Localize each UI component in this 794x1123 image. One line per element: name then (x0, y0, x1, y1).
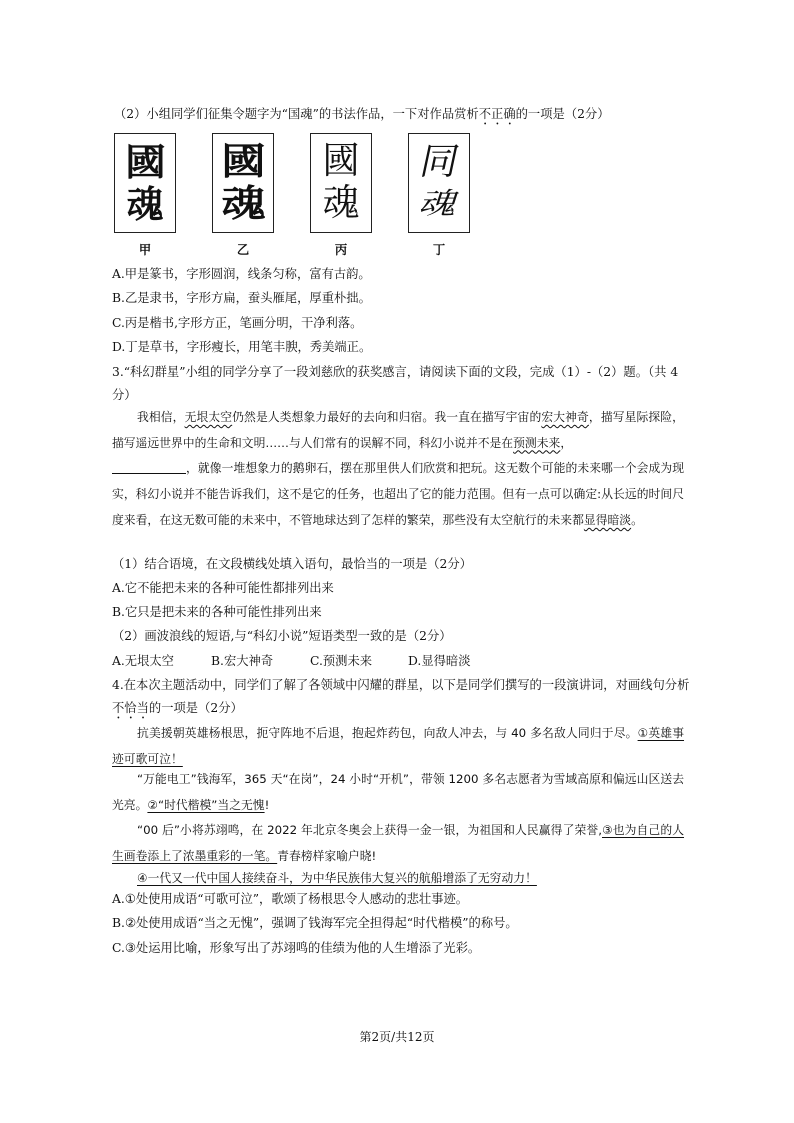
speech-para-2: “万能电工”钱海军，365 天“在岗”，24 小时“开机”，带领 1200 多名志愿者为雪域高原和偏远山区送去光亮。②“时代楷模”当之无愧! (112, 772, 684, 812)
calligraphy-work-ding: 同 魂 (408, 133, 470, 233)
q4-stem-line1: 4.在本次主题活动中，同学们了解了各领域中闪耀的群星，以下是同学们撰写的一段演讲词，对画线句分析 (112, 678, 690, 692)
page-number: 第2页/共12页 (359, 1030, 435, 1044)
speech-para-3: “00 后”小将苏翊鸣，在 2022 年北京冬奥会上获得一金一银，为祖国和人民赢得了荣誉,③也为自己的人生画卷添上了浓墨重彩的一笔。青春榜样家喻户晓! (112, 823, 685, 863)
underlined-sentence-1: ①英雄事迹可歌可泣！ (112, 726, 685, 766)
emphasis-not-correct: 不正确 (478, 107, 516, 121)
fill-blank (112, 461, 186, 474)
caption-jia: 甲 (138, 242, 152, 257)
q4-option-c: C.③处运用比喻，形象写出了苏翊鸣的佳绩为他的人生增添了光彩。 (112, 941, 481, 955)
q3-sub1-option-a: A.它不能把未来的各种可能性都排列出来 (112, 581, 334, 595)
q4-option-b: B.②处使用成语“当之无愧”，强调了钱海军完全担得起“时代楷模”的称号。 (112, 916, 518, 930)
calligraphy-work-bing: 國 魂 (310, 133, 372, 233)
q3-sub1-option-b: B.它只是把未来的各种可能性排列出来 (112, 605, 322, 619)
emphasis-not-appropriate: 不恰当 (112, 701, 149, 715)
underlined-sentence-3: ③也为自己的人生画卷添上了浓墨重彩的一笔。 (112, 823, 685, 863)
q4-stem-line2: 不恰当的一项是（2分） (112, 701, 243, 715)
q3-sub2-option-c: C.预测未来 (310, 654, 373, 668)
calligraphy-work-jia: 國 魂 (114, 133, 176, 233)
caption-ding: 丁 (432, 242, 446, 257)
q3-sub2-option-a: A.无垠太空 (112, 654, 174, 668)
q2-option-a: A.甲是篆书，字形圆润，线条匀称，富有古韵。 (112, 267, 371, 281)
calligraphy-work-yi: 國 魂 (212, 133, 274, 233)
q3-sub2-stem: （2）画波浪线的短语,与“科幻小说”短语类型一致的是（2分） (112, 629, 452, 643)
wavy-phrase-4: 显得暗淡 (583, 512, 632, 527)
q4-option-a: A.①处使用成语“可歌可泣”，歌颂了杨根思令人感动的悲壮事迹。 (112, 892, 469, 906)
q2-option-c: C.丙是楷书,字形方正，笔画分明，干净利落。 (112, 316, 363, 330)
q3-passage: 我相信，无垠太空仍然是人类想象力最好的去向和归宿。我一直在描写宇宙的宏大神奇，描写星际探险，描写遥远世界中的生命和文明……与人们常有的误解不同，科幻小说并不是在预测未来， ，就像一堆想象力的鹅卵石，摆在那里供人们欣赏和把玩。这无数个可能的未来哪一个会成为现实，科幻小说并不能告诉我们，这不是它的任务，也超出了它的能力范围。但有一点可以确定:从长远的时间尺度来看，在这无数可能的未来中，不管地球达到了怎样的繁荣，那些没有太空航行的未来都显得暗淡。 (112, 410, 684, 527)
caption-yi: 乙 (236, 242, 250, 257)
q3-sub1-stem: （1）结合语境，在文段横线处填入语句，最恰当的一项是（2分） (112, 557, 472, 571)
speech-para-1: 抗美援朝英雄杨根思，扼守阵地不后退，抱起炸药包，向敌人冲去，与 40 多名敌人同归于尽。①英雄事迹可歌可泣！ (112, 726, 685, 766)
wavy-phrase-2: 宏大神奇 (541, 410, 589, 424)
wavy-phrase-1: 无垠太空 (184, 410, 233, 424)
underlined-sentence-2: ②“时代楷模”当之无愧 (147, 797, 265, 812)
q2-option-b: B.乙是隶书，字形方扁，蚕头雁尾，厚重朴拙。 (112, 291, 371, 305)
speech-para-4 (112, 866, 684, 892)
caption-bing: 丙 (334, 242, 348, 257)
q3-stem-line1: 3.“科幻群星”小组的同学分享了一段刘慈欣的获奖感言，请阅读下面的文段，完成（1）-（2）题。（共 4 (112, 365, 679, 379)
wavy-phrase-3: 预测未来 (513, 435, 561, 450)
q3-sub2-option-d: D.显得暗淡 (408, 654, 471, 668)
q3-stem-line2: 分） (112, 388, 137, 402)
q2-stem: （2）小组同学们征集令题字为“国魂”的书法作品，一下对作品赏析不正确的一项是（2分） (114, 107, 610, 121)
q3-sub2-option-b: B.宏大神奇 (211, 654, 274, 668)
underlined-sentence-4: ④一代又一代中国人接续奋斗，为中华民族伟大复兴的航船增添了无穷动力！ (137, 871, 537, 885)
q2-option-d: D.丁是草书，字形瘦长，用笔丰腴，秀美端正。 (112, 340, 372, 354)
